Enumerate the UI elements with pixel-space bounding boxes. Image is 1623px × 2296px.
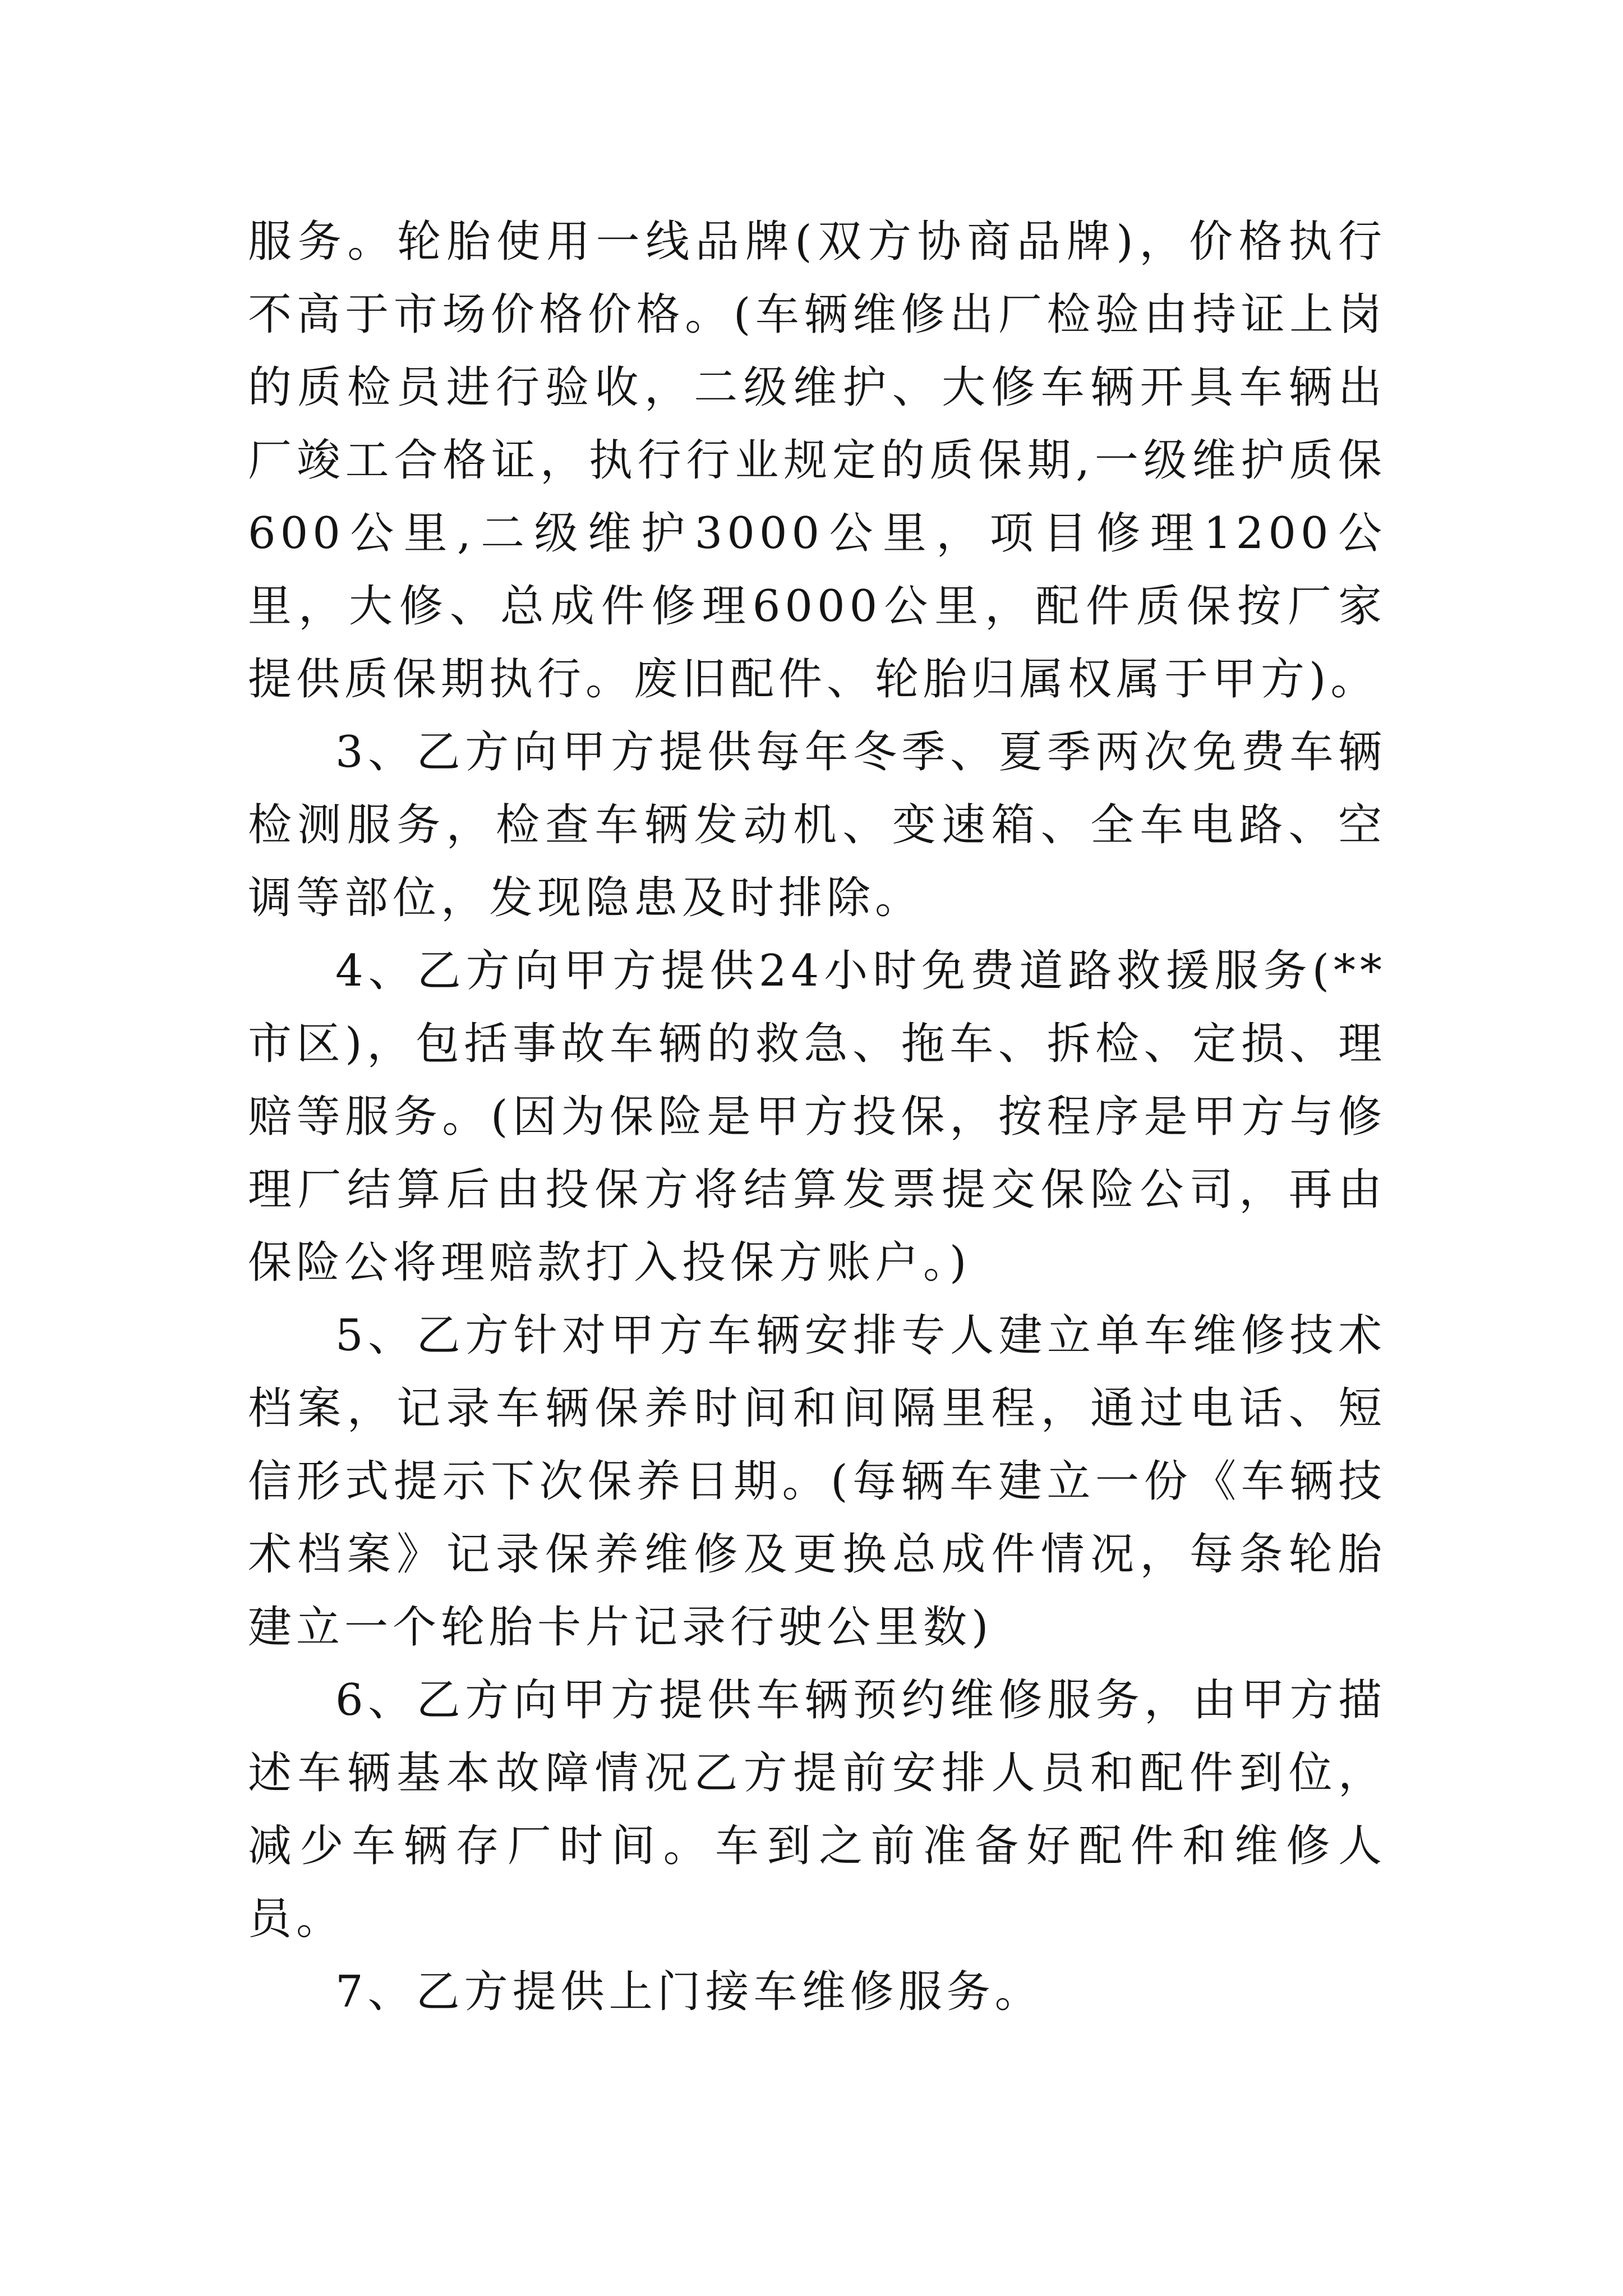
paragraph-item-3: 3、乙方向甲方提供每年冬季、夏季两次免费车辆检测服务，检查车辆发动机、变速箱、全车电路、空调等部位，发现隐患及时排除。 — [248, 727, 1386, 923]
paragraph-item-4: 4、乙方向甲方提供24小时免费道路救援服务(**市区)，包括事故车辆的救急、拖车、拆检、定损、理赔等服务。(因为保险是甲方投保，按程序是甲方与修理厂结算后由投保方将结算发票提交保险公司，再由保险公将理赔款打入投保方账户。) — [248, 946, 1386, 1288]
document-body — [248, 205, 1386, 2028]
paragraph-item-6: 6、乙方向甲方提供车辆预约维修服务，由甲方描述车辆基本故障情况乙方提前安排人员和配件到位，减少车辆存厂时间。车到之前准备好配件和维修人员。 — [248, 1675, 1386, 1944]
paragraph-item-7: 7、乙方提供上门接车维修服务。 — [335, 1967, 1043, 2017]
paragraph-item-5: 5、乙方针对甲方车辆安排专人建立单车维修技术档案，记录车辆保养时间和间隔里程，通过电话、短信形式提示下次保养日期。(每辆车建立一份《车辆技术档案》记录保养维修及更换总成件情况，每条轮胎建立一个轮胎卡片记录行驶公里数) — [248, 1310, 1386, 1653]
paragraph-continued: 服务。轮胎使用一线品牌(双方协商品牌)，价格执行不高于市场价格价格。(车辆维修出厂检验由持证上岗的质检员进行验收，二级维护、大修车辆开具车辆出厂竣工合格证，执行行业规定的质保期,一级维护质保600公里,二级维护3000公里，项目修理1200公里，大修、总成件修理6000公里，配件质保按厂家提供质保期执行。废旧配件、轮胎归属权属于甲方)。 — [248, 217, 1386, 705]
